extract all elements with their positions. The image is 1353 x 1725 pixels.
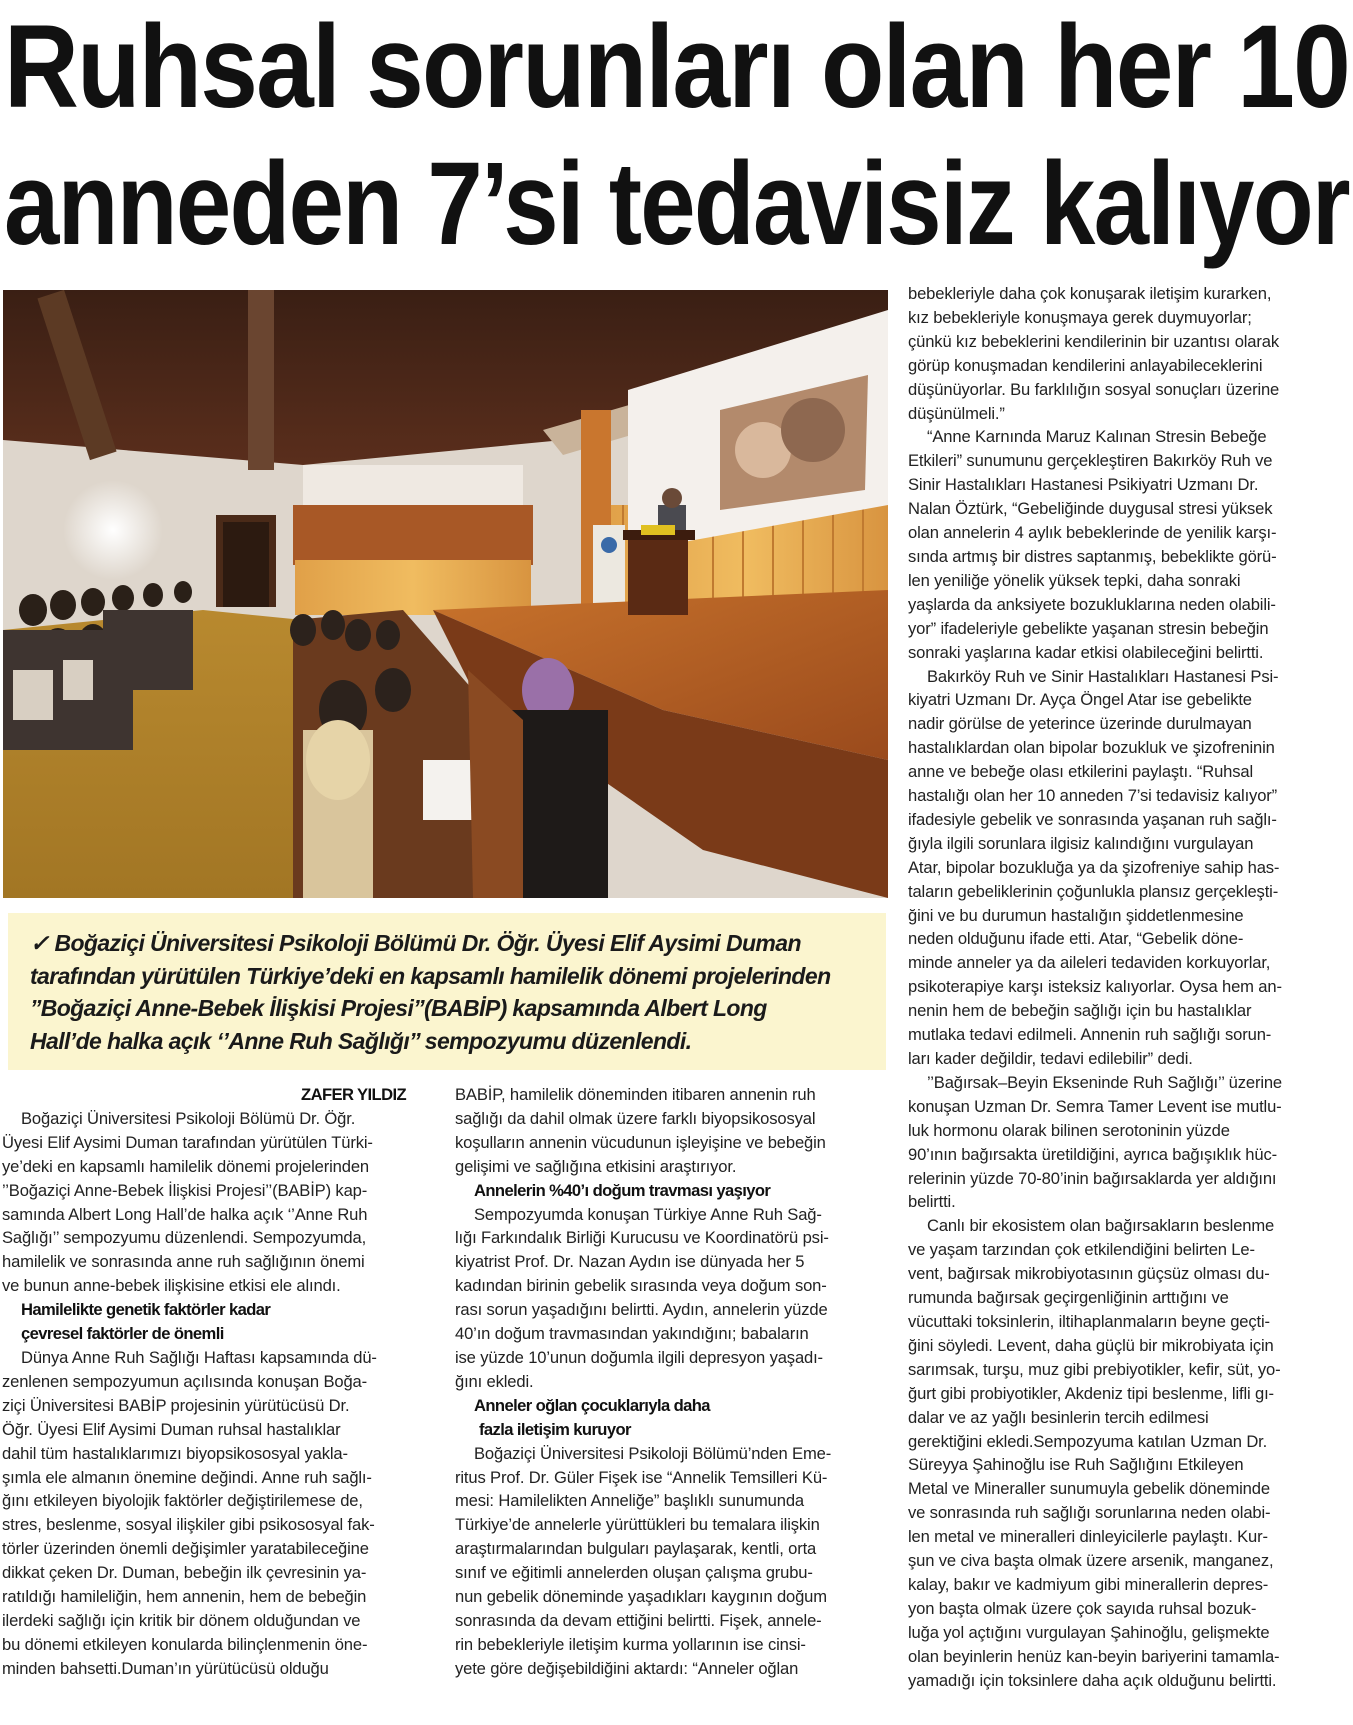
article-line: ifadesiyle gebelik ve sonrasında yaşanan ruh sağlı- [908,809,1277,829]
article-line: mutlaka tedavi edilmeli. Annenin ruh sağlığı sorun- [908,1025,1272,1045]
article-line: düşünüyorlar. Bu farklılığın sosyal sonuçları üzerine [908,379,1280,399]
subheading: Anneler oğlan çocuklarıyla daha [474,1395,710,1415]
article-line: neden olduğunu ifade etti. Atar, “Gebelik döne- [908,929,1244,949]
article-line: luk hormonu olarak bilinen serotoninin yüzde [908,1120,1230,1140]
article-line: ise yüzde 10’unun doğumla ilgili depresyon yaşadı- [455,1347,823,1367]
article-line: şun ve civa başta olmak üzere arsenik, manganez, [908,1551,1274,1571]
article-line: Canlı bir ekosistem olan bağırsakların beslenme [927,1216,1275,1236]
article-line: sağlığı da dahil olmak üzere farklı biyopsikososyal [455,1108,816,1128]
article-line: rası sorun yaşadığını belirtti. Aydın, annelerin yüzde [455,1300,828,1320]
article-line: 90’ının bağırsakta üretildiğini, ayrıca bağışıklık hüc- [908,1144,1277,1164]
article-line: dahil tüm hastalıklarımızı biyopsikososyal yakla- [2,1443,348,1463]
article-line: Atar, bipolar bozukluğa ya da şizofreniye sahip has- [908,857,1280,877]
article-line: Metal ve Mineraller sunumuyla gebelik döneminde [908,1479,1270,1499]
article-line: sonrasında da devam ettiğini belirtti. Fişek, annele- [455,1610,822,1630]
photo-caption [8,913,886,1070]
article-line: kalay, bakır ve kadmiyum gibi minerallerin depres- [908,1574,1269,1594]
article-line: Öğr. Üyesi Elif Aysimi Duman ruhsal hastalıklar [2,1419,341,1439]
article-line: ’’Bağırsak–Beyin Ekseninde Ruh Sağlığı’’ üzerine [927,1072,1283,1092]
article-line: Üyesi Elif Aysimi Duman tarafından yürütülen Türki- [2,1132,373,1152]
article-line: Boğaziçi Üniversitesi Psikoloji Bölümü’nden Eme- [474,1443,832,1463]
article-line: sında artmış bir distres saptanmış, bebeklikte görü- [908,546,1277,566]
article-line: koşulların annenin vücudunun işleyişine ve bebeğin [455,1132,826,1152]
article-line: ratıldığı hamileliğin, hem annenin, hem de bebeğin [2,1587,367,1607]
article-line: Sempozyumda konuşan Türkiye Anne Ruh Sağ- [474,1204,822,1224]
article-line: nun gebelik döneminde yaşadıkları kaygının doğum [455,1587,827,1607]
caption-line: tarafından yürütülen Türkiye’deki en kapsamlı hamilelik dönemi projelerinden [30,962,831,989]
article-line: Nalan Öztürk, “Gebeliğinde duygusal stresi yüksek [908,499,1273,519]
subheading: fazla iletişim kuruyor [479,1419,631,1439]
article-line: hastalıklardan olan bipolar bozukluk ve şizofreninin [908,738,1275,758]
article-line: dikkat çeken Dr. Duman, bebeğin ilk çevresinin ya- [2,1563,367,1583]
article-line: sonraki yaşlarına kadar etkisi olabileceğini belirtti. [908,642,1264,662]
caption-line: ’’Boğaziçi Anne-Bebek İlişkisi Projesi’’(BABİP) kapsamında Albert Long [30,995,767,1021]
article-column-1 [2,1083,430,1681]
article-line: samında Albert Long Hall’de halka açık ‘’Anne Ruh [2,1204,368,1224]
article-line: yete göre değişebildiğini aktardı: “Anneler oğlan [455,1658,799,1678]
article-line: sarımsak, turşu, muz gibi prebiyotikler, kefir, süt, yo- [908,1359,1281,1379]
article-line: ğını etkileyen biyolojik faktörler değiştirilemese de, [2,1491,363,1511]
article-line: rumunda bağırsak geçirgenliğinin arttığını ve [908,1288,1229,1308]
article-line: ’’Boğaziçi Anne-Bebek İlişkisi Projesi’’(BABİP) kap- [2,1180,368,1200]
article-line: taların gebeliklerinin çoğunlukla plansız gerçekleşti- [908,881,1279,901]
article-line: vent, bağırsak mikrobiyotasının güçsüz olması du- [908,1264,1270,1284]
article-line: psikoterapiye karşı isteksiz kalıyorlar. Oysa hem an- [908,977,1282,997]
article-line: vücuttaki toksinlerin, iltihaplanmaların beyne geçti- [908,1311,1270,1331]
article-line: Bakırköy Ruh ve Sinir Hastalıkları Hastanesi Psi- [927,666,1279,686]
article-line: ğini söyledi. Levent, daha güçlü bir mikrobiyata için [908,1335,1274,1355]
article-line: ve bunun anne-bebek ilişkisine etkisi ele alındı. [2,1276,341,1296]
subheading: Hamilelikte genetik faktörler kadar [21,1300,271,1320]
article-line: dalar ve az yağlı besinlerin tercih edilmesi [908,1407,1209,1427]
article-line: Dünya Anne Ruh Sağlığı Haftası kapsamında dü- [21,1347,377,1367]
article-line: ğıyla ilgili sorunlara ilgisiz kalındığını vurgulayan [908,833,1254,853]
article-line: yaşlarda da anksiyete bozukluklarına neden olabili- [908,594,1276,614]
article-column-3 [908,282,1348,1692]
article-line: 40’ın doğum travmasından yakındığını; babaların [455,1324,809,1344]
byline: ZAFER YILDIZ [301,1085,406,1104]
article-line: kız bebekleriyle konuşmaya gerek duymuyorlar; [908,307,1252,327]
article-line: belirtti. [908,1192,956,1212]
article-line: luğa yol açtığını vurgulayan Şahinoğlu, gelişmekte [908,1622,1270,1642]
article-line: kadından birinin gebelik sırasında veya doğum son- [455,1276,827,1296]
article-line: düşünülmeli.” [908,403,1005,423]
article-line: hastalığı olan her 10 anneden 7’si tedavisiz kalıyor” [908,786,1278,806]
article-line: Etkileri” sunumunu gerçekleştiren Bakırköy Ruh ve [908,451,1273,471]
column-3-body [908,282,1348,1692]
article-line: bu dönemi etkileyen konularda bilinçlenmenin öne- [2,1634,368,1654]
article-line: ğını ekledi. [455,1371,534,1391]
article-line: minde anneler ya da aileleri tedaviden korkuyorlar, [908,953,1271,973]
article-line: konuşan Uzman Dr. Semra Tamer Levent ise mutlu- [908,1096,1282,1116]
article-line: “Anne Karnında Maruz Kalınan Stresin Bebeğe [927,427,1267,447]
article-line: kiyatrist Prof. Dr. Nazan Aydın ise dünyada her 5 [455,1252,805,1272]
article-line: olan annelerin 4 aylık bebeklerinde de yenilik karşı- [908,523,1277,543]
article-line: ilerdeki sağlığı için kritik bir dönem olduğundan ve [2,1610,361,1630]
article-line: kiyatri Uzmanı Dr. Ayça Öngel Atar ise gebelikte [908,690,1252,710]
article-line: gelişimi ve sağlığına etkisini araştırıyor. [455,1156,737,1176]
caption-line: ✓ Boğaziçi Üniversitesi Psikoloji Bölümü Dr. Öğr. Üyesi Elif Aysimi Duman [30,930,801,956]
article-line: relerinin yüzde 70-80’inin bağırsaklarda yer aldığını [908,1168,1277,1188]
headline [0,0,1353,280]
article-column-2 [455,1083,885,1681]
article-line: Boğaziçi Üniversitesi Psikoloji Bölümü Dr. Öğr. [21,1108,356,1128]
subheading: Annelerin %40’ı doğum travması yaşıyor [474,1180,771,1200]
headline-line-1: Ruhsal sorunları olan her 10 [4,1,1350,133]
article-line: Sağlığı’’ sempozyumu düzenlendi. Sempozyumda, [2,1228,367,1248]
article-line: ye’deki en kapsamlı hamilelik dönemi projelerinden [2,1156,369,1176]
article-line: nenin hem de bebeğin sağlığı için bu hastalıklar [908,1001,1252,1021]
article-line: ve yaşam tarzından çok etkilendiğini belirten Le- [908,1240,1255,1260]
article-line: araştırmalarından bulguları paylaşarak, kentli, orta [455,1539,817,1559]
article-line: törler üzerinden önemli değişimler yaratabileceğine [2,1539,369,1559]
caption-line: Hall’de halka açık ‘’Anne Ruh Sağlığı’’ sempozyumu düzenlendi. [30,1027,692,1054]
article-line: ziçi Üniversitesi BABİP projesinin yürütücüsü Dr. [2,1395,350,1415]
article-line: sınıf ve eğitimli annelerden oluşan çalışma grubu- [455,1563,813,1583]
column-1-body [2,1107,430,1681]
article-line: lığı Farkındalık Birliği Kurucusu ve Koordinatörü psi- [455,1228,829,1248]
article-line: yon başta olmak üzere çok sayıda ruhsal bozuk- [908,1598,1257,1618]
article-line: olan beyinlerin henüz kan-beyin bariyerini tamamla- [908,1646,1280,1666]
article-line: ları kader değildir, tedavi edilebilir” dedi. [908,1049,1193,1068]
article-line: mesi: Hamilelikten Anneliğe” başlıklı sunumunda [455,1491,804,1511]
headline-line-2: anneden 7’si tedavisiz kalıyor [4,138,1349,270]
article-line: anne ve bebeğe olası etkilerini paylaştı. “Ruhsal [908,762,1254,782]
article-line: bebekleriyle daha çok konuşarak iletişim kurarken, [908,284,1272,303]
auditorium-photo [3,290,888,898]
article-line: çünkü kız bebeklerini kendilerinin bir uzantısı olarak [908,331,1279,351]
article-line: nadir görülse de yeterince üzerinde durulmayan [908,714,1252,734]
article-line: ritus Prof. Dr. Güler Fişek ise “Annelik Temsilleri Kü- [455,1467,828,1487]
article-line: yor” ifadeleriyle gebelikte yaşanan stresin bebeğin [908,618,1269,638]
article-line: ve sonrasında ruh sağlığı sorunlarına neden olabi- [908,1503,1271,1523]
article-line: stres, beslenme, sosyal ilişkiler gibi psikososyal fak- [2,1515,375,1535]
article-line: rin bebekleriyle iletişim kurma yollarının ise cinsi- [455,1634,806,1654]
article-line: BABİP, hamilelik döneminden itibaren annenin ruh [455,1085,816,1104]
article-line: minden bahsetti.Duman’ın yürütücüsü olduğu [2,1658,329,1678]
article-line: şımla ele almanın önemine değindi. Anne ruh sağlı- [2,1467,372,1487]
article-line: gerektiğini ekledi.Sempozyuma katılan Uzman Dr. [908,1431,1268,1451]
column-2-body [455,1083,885,1681]
article-line: Süreyya Şahinoğlu ise Ruh Sağlığını Etkileyen [908,1455,1244,1475]
article-line: yamadığı için toksinlere daha açık olduğunu belirtti. [908,1670,1277,1690]
article-line: ğini ve bu durumun hastalığın şiddetlenmesine [908,905,1244,925]
article-line: görüp konuşmadan kendilerini anlayabileceklerini [908,355,1263,375]
article-line: hamilelik ve sonrasında anne ruh sağlığının önemi [2,1252,365,1272]
subheading: çevresel faktörler de önemli [21,1324,224,1344]
article-line: zenlenen sempozyumun açılısında konuşan Boğa- [2,1371,367,1391]
article-line: ğurt gibi probiyotikler, Akdeniz tipi beslenme, lifli gı- [908,1383,1274,1403]
article-line: Sinir Hastalıkları Hastanesi Psikiyatri Uzmanı Dr. [908,475,1259,495]
article-line: Türkiye’de annelerle yürüttükleri bu temalara ilişkin [455,1515,820,1535]
article-line: len yeniliğe yönelik yüksek tepki, daha sonraki [908,570,1241,590]
article-line: len metal ve mineralleri dinleyicilerle paylaştı. Kur- [908,1527,1268,1547]
